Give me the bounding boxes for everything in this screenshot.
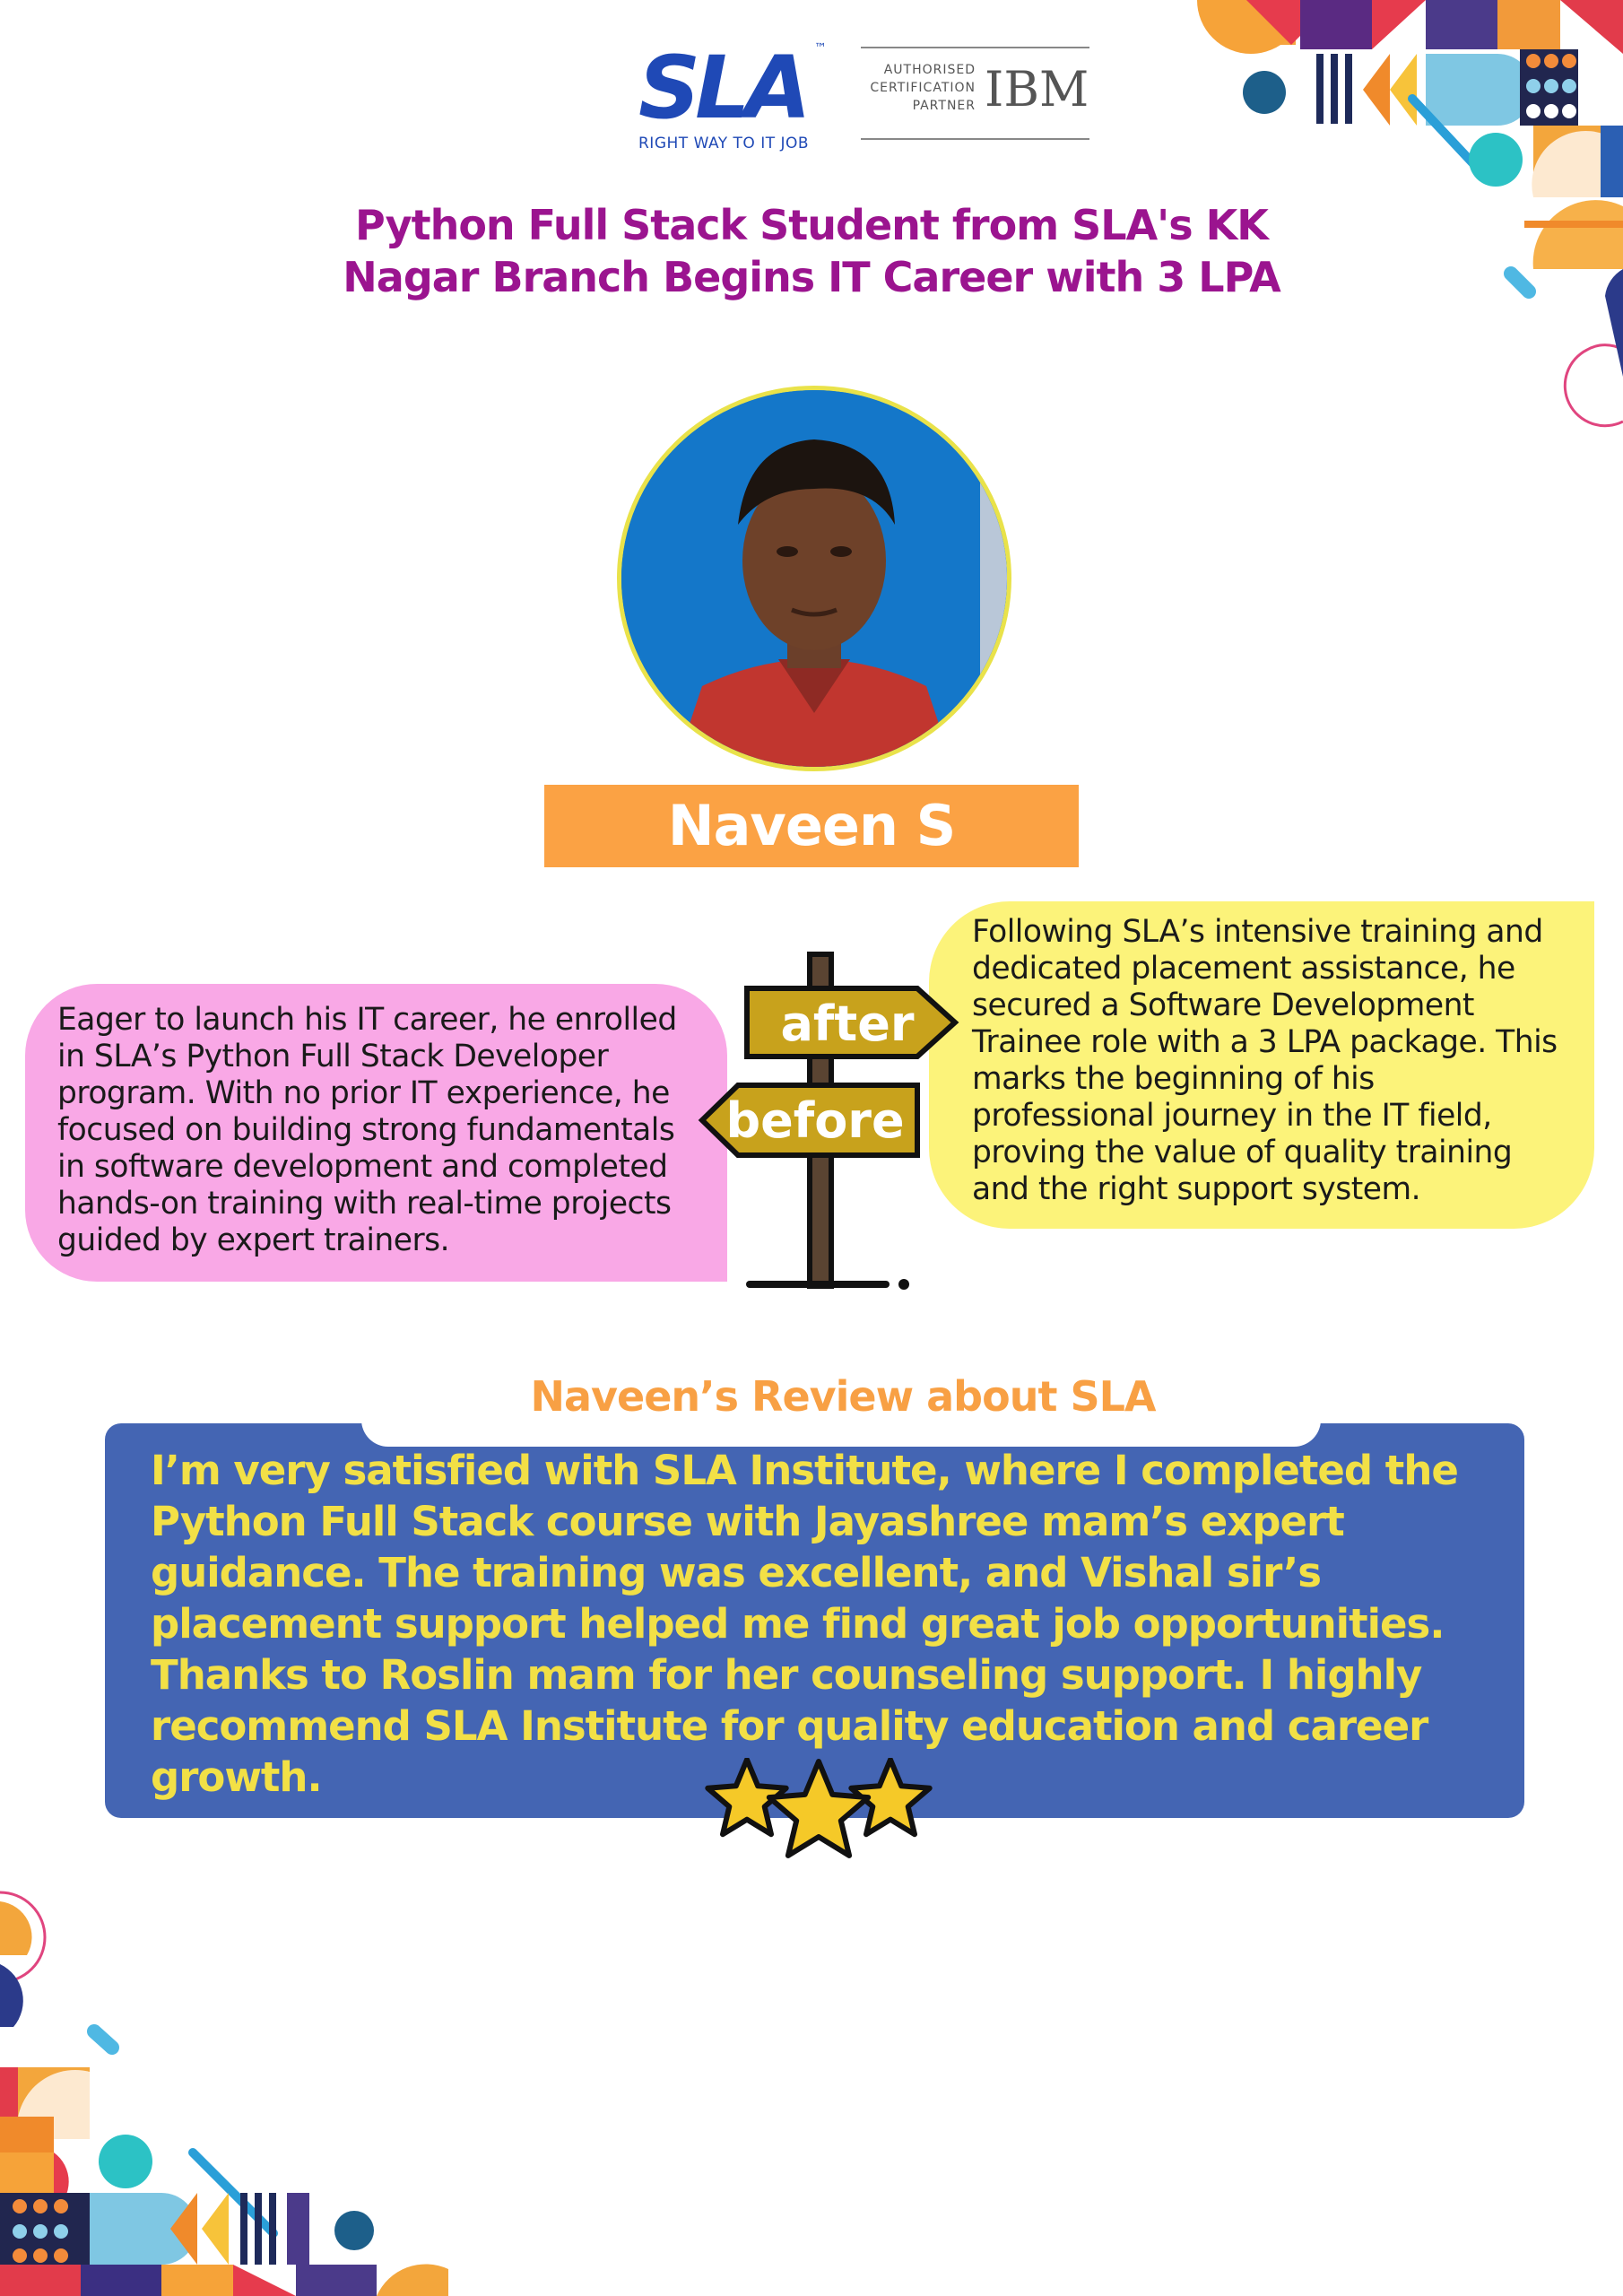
text-line: dedicated placement assistance, he	[972, 951, 1515, 987]
student-name: Naveen S	[544, 785, 1079, 867]
after-story-text	[972, 914, 1580, 1208]
text-line: hands-on training with real-time projects	[57, 1186, 672, 1222]
sla-logo-word: SLA	[638, 38, 806, 138]
text-line: Eager to launch his IT career, he enrolled	[57, 1002, 677, 1038]
before-story-card	[25, 984, 727, 1282]
text-line: guided by expert trainers.	[57, 1222, 450, 1258]
before-sign-label: before	[725, 1092, 905, 1149]
text-line: Following SLA’s intensive training and	[972, 914, 1543, 950]
text-line: in software development and completed	[57, 1149, 668, 1185]
text-line: secured a Software Development	[972, 987, 1474, 1023]
ibm-partner-badge	[861, 47, 1089, 140]
text-line: in SLA’s Python Full Stack Developer	[57, 1039, 609, 1074]
review-line: I’m very satisfied with SLA Institute, where I completed the	[151, 1447, 1458, 1494]
rating-stars	[698, 1758, 940, 1874]
sla-logo	[638, 38, 827, 152]
review-line: placement support helped me find great job opportunities.	[151, 1600, 1445, 1648]
partner-line: AUTHORISED	[883, 63, 976, 77]
review-line: growth.	[151, 1753, 322, 1801]
title-line: Nagar Branch Begins IT Career with 3 LPA	[343, 253, 1280, 301]
partner-label	[864, 61, 976, 115]
text-line: professional journey in the IT field,	[972, 1098, 1492, 1134]
student-photo	[617, 386, 1011, 771]
portrait-illustration	[621, 390, 1007, 767]
after-sign-label: after	[780, 996, 915, 1052]
text-line: and the right support system.	[972, 1171, 1421, 1207]
text-line: marks the beginning of his	[972, 1061, 1375, 1097]
text-line: Trainee role with a 3 LPA package. This	[972, 1024, 1558, 1060]
before-after-signpost	[698, 951, 967, 1292]
page-title	[269, 199, 1354, 303]
title-line: Python Full Stack Student from SLA's KK	[355, 201, 1268, 249]
ibm-logo-text: IBM	[985, 61, 1089, 117]
before-story-text	[57, 1002, 700, 1259]
partner-line: CERTIFICATION	[870, 81, 976, 95]
star-icon	[769, 1761, 868, 1856]
review-line: guidance. The training was excellent, and Vishal sir’s	[151, 1549, 1322, 1596]
review-line: Thanks to Roslin mam for her counseling support. I highly	[151, 1651, 1422, 1699]
text-line: program. With no prior IT experience, he	[57, 1075, 670, 1111]
after-story-card	[929, 901, 1594, 1229]
review-line: Python Full Stack course with Jayashree mam’s expert	[151, 1498, 1344, 1545]
partner-line: PARTNER	[912, 99, 976, 113]
sla-tagline: RIGHT WAY TO IT JOB	[638, 135, 810, 152]
review-title: Naveen’s Review about SLA	[530, 1372, 1156, 1421]
text-line: focused on building strong fundamentals	[57, 1112, 675, 1148]
text-line: proving the value of quality training	[972, 1135, 1513, 1170]
trademark-symbol: ™	[814, 41, 827, 56]
review-line: recommend SLA Institute for quality education and career	[151, 1702, 1428, 1750]
bottom-left-decoration	[0, 1883, 466, 2296]
review-text	[151, 1445, 1496, 1803]
